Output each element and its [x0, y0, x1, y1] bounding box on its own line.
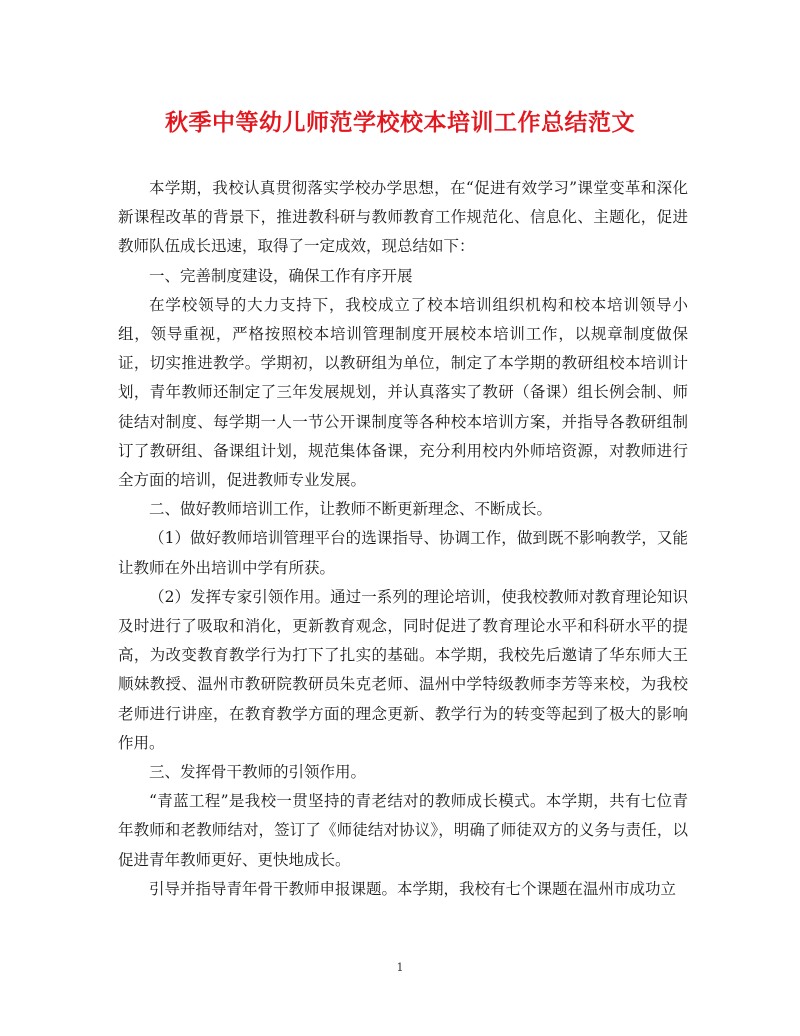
section-heading-1: 一、完善制度建设，确保工作有序开展	[149, 266, 413, 285]
section-1-paragraph: 在学校领导的大力支持下，我校成立了校本培训组织机构和校本培训领导小组，领导重视，严格按照校本培训管理制度开展校本培训工作，以规章制度做保证，切实推进教学。学期初，以教研组为单位，制定了本学期的教研组校本培训计划，青年教师还制定了三年发展规划，并认真落实了教研（备课）组长例会制、师徒结对制度、每学期一人一节公开课制度等各种校本培训方案，并指导各教研组制订了教研组、备课组计划，规范集体备课，充分利用校内外师培资源，对教师进行全方面的培训，促进教师专业发展。	[118, 295, 688, 490]
section-2-item-2: （2）发挥专家引领作用。通过一系列的理论培训，使我校教师对教育理论知识及时进行了吸取和消化，更新教育观念，同时促进了教育理论水平和科研水平的提高，为改变教育教学行为打下了扎实的基础。本学期，我校先后邀请了华东师大王顺妹教授、温州市教研院教研员朱克老师、温州中学特级教师李芳等来校，为我校老师进行讲座，在教育教学方面的理念更新、教学行为的转变等起到了极大的影响作用。	[118, 587, 688, 752]
section-heading-3: 三、发挥骨干教师的引领作用。	[149, 763, 367, 782]
page-number: 1	[396, 961, 404, 974]
section-heading-2: 二、做好教师培训工作，让教师不断更新理念、不断成长。	[149, 500, 553, 519]
document-title: 秋季中等幼儿师范学校校本培训工作总结范文	[165, 109, 635, 136]
section-3-paragraph-1: “青蓝工程”是我校一贯坚持的青老结对的教师成长模式。本学期，共有七位青年教师和老教师结对，签订了《师徒结对协议》，明确了师徒双方的义务与责任，以促进青年教师更好、更快地成长。	[118, 792, 688, 869]
document-body	[118, 174, 688, 904]
section-3-paragraph-2: 引导并指导青年骨干教师申报课题。本学期，我校有七个课题在温州市成功立	[149, 879, 677, 898]
section-2-item-1: （1）做好教师培训管理平台的选课指导、协调工作，做到既不影响教学，又能让教师在外出培训中学有所获。	[118, 529, 688, 577]
intro-paragraph: 本学期，我校认真贯彻落实学校办学思想，在“促进有效学习”课堂变革和深化新课程改革的背景下，推进教科研与教师教育工作规范化、信息化、主题化，促进教师队伍成长迅速，取得了一定成效，现总结如下：	[118, 179, 688, 256]
